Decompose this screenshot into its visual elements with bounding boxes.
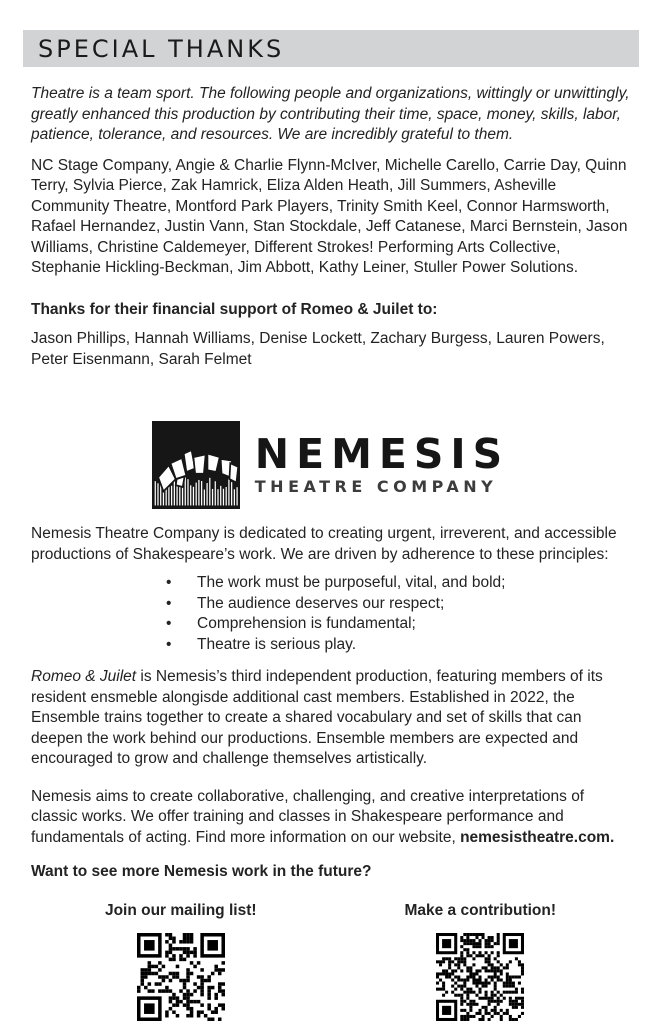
thanks-list: NC Stage Company, Angie & Charlie Flynn-McIver, Michelle Carello, Carrie Day, Quinn Terry, Sylvia Pierce, Zak Hamrick, Eliza Alden Heath, Jill Summers, Asheville Community Theatre, Montford Park Players, Trinity Smith Keel, Connor Harmsworth, Rafael Hernandez, Justin Vann, Stan Stockdale, Jeff Catanese, Marci Bernstein, Jason Williams, Christine Caldemeyer, Different Strokes! Performing Arts Collective, Stephanie Hickling-Beckman, Jim Abbott, Kathy Leiner, Stuller Power Solutions. (31, 156, 628, 276)
mailing-list-column (31, 902, 331, 1024)
mailing-list-qr-code (137, 933, 225, 1021)
website-text: nemesistheatre.com. (460, 828, 615, 846)
principle-item: • The audience deserves our respect; (197, 594, 630, 615)
principle-item: • The work must be purposeful, vital, and bold; (197, 573, 630, 594)
qr-section (31, 902, 630, 1024)
logo-text-block (254, 430, 510, 497)
production-text: is Nemesis’s third independent production, featuring members of its resident ensmeble alongisde additional cast members. Established in 2022, the Ensemble trains together to create a shared vocabulary and set of skills that can deepen the work behind our productions. Ensemble members are expected and encouraged to grow and challenge themselves artistically. (31, 668, 603, 767)
principle-item: • Theatre is serious play. (197, 635, 630, 656)
contribution-heading: Make a contribution! (404, 901, 557, 919)
principle-item: • Comprehension is fundamental; (197, 614, 630, 635)
financial-supporters: Jason Phillips, Hannah Williams, Denise Lockett, Zachary Burgess, Lauren Powers, Peter Eisenmann, Sarah Felmet (31, 330, 605, 368)
logo-subtitle: THEATRE COMPANY (254, 477, 498, 496)
contribution-qr-code (436, 933, 524, 1021)
page-content (31, 84, 630, 883)
cta-question: Want to see more Nemesis work in the future? (31, 863, 372, 880)
contribution-column (331, 902, 631, 1024)
section-title-bar (23, 30, 639, 67)
intro-paragraph: Theatre is a team sport. The following people and organizations, wittingly or unwittingly, greatly enhanced this production by contributing their time, space, money, skills, labor, patience, tolerance, and resources. We are incredibly grateful to them. (31, 85, 630, 143)
aims-paragraph (31, 787, 630, 849)
production-paragraph (31, 667, 630, 770)
nemesis-logo-icon (152, 421, 240, 509)
nemesis-logo (31, 420, 630, 510)
logo-wordmark: NEMESIS (254, 430, 510, 478)
principles-list (31, 573, 630, 655)
financial-support-heading: Thanks for their financial support of Romeo & Juilet to: (31, 300, 438, 318)
aims-text: Nemesis aims to create collaborative, challenging, and creative interpretations of classic works. We offer training and classes in Shakespeare performance and fundamentals of acting. Find more information on our website, (31, 787, 585, 846)
production-title: Romeo & Juilet (31, 668, 137, 685)
page-title: SPECIAL THANKS (38, 34, 285, 63)
mailing-list-heading: Join our mailing list! (104, 901, 257, 919)
mission-paragraph: Nemesis Theatre Company is dedicated to creating urgent, irreverent, and accessible productions of Shakespeare’s work. We are driven by adherence to these principles: (31, 525, 617, 563)
